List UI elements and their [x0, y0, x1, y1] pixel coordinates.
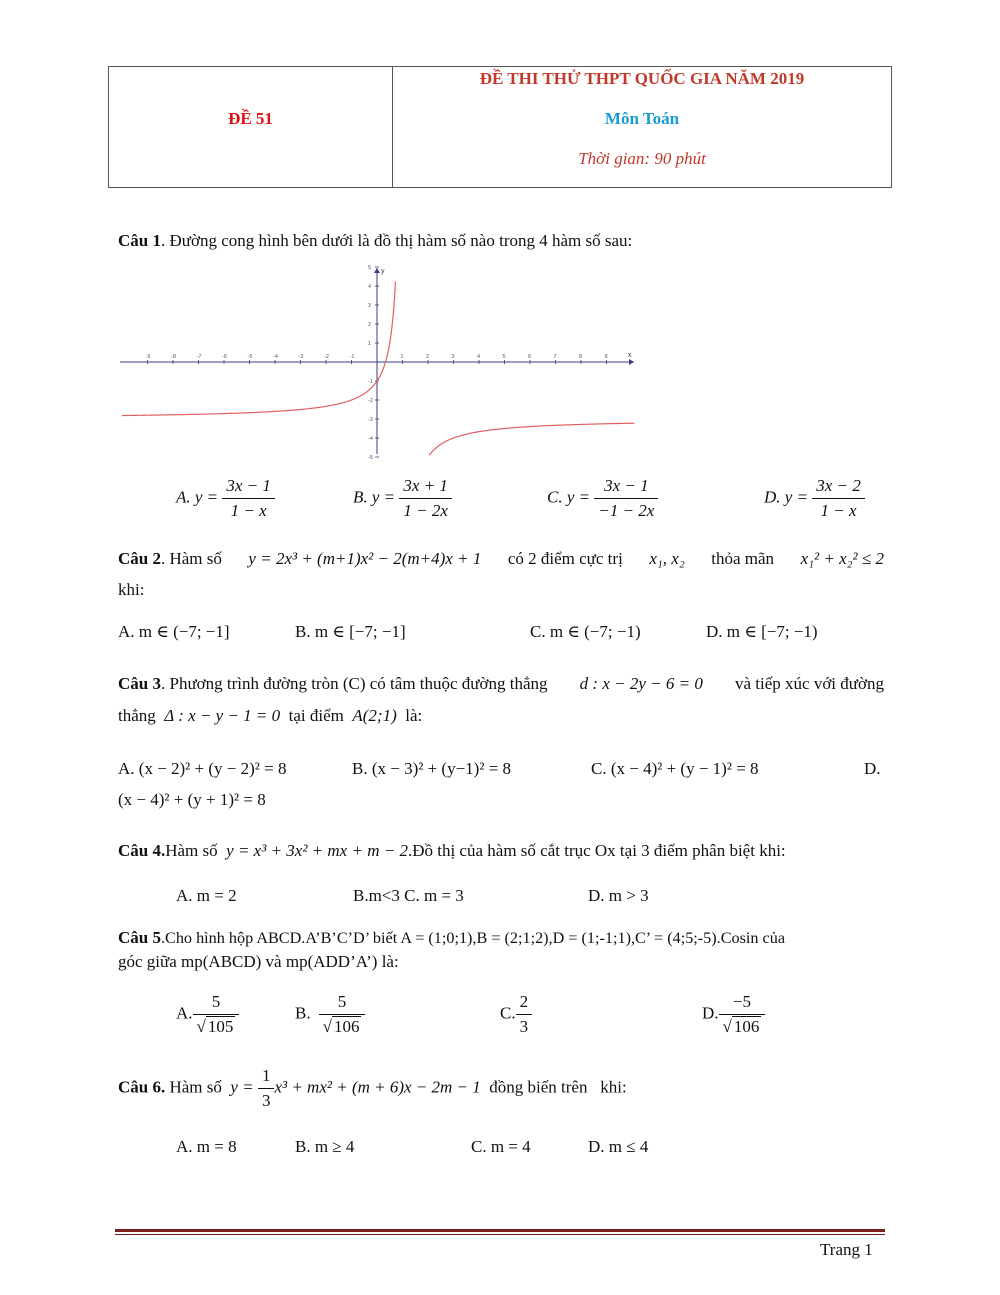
q5-option-d-den: 106 — [733, 1017, 760, 1036]
q1-option-a-num: 3x − 1 — [222, 476, 275, 499]
q5-option-a-prefix: A. — [176, 1003, 193, 1023]
question-6-frac-num: 1 — [258, 1066, 275, 1089]
q5-option-d-prefix: D. — [702, 1003, 719, 1023]
x-tick-label: 6 — [528, 354, 532, 360]
y-axis-label: y — [381, 268, 385, 275]
q1-option-d-den: 1 − x — [820, 501, 857, 520]
question-5-text-1: .Cho hình hộp ABCD.A’B’C’D’ biết A = (1;0;1),B = (2;1;2),D = (1;-1;1),C’ = (4;5;-5).Cosin của — [160, 929, 786, 947]
exam-title: ĐỀ THI THỬ THPT QUỐC GIA NĂM 2019 — [479, 69, 805, 88]
x-tick-label: -6 — [222, 354, 227, 360]
q5-option-b-den: 106 — [333, 1017, 360, 1036]
q3-option-d[interactable]: D. — [864, 759, 881, 778]
question-3-line-delta: Δ : x − y − 1 = 0 — [164, 706, 281, 725]
x-tick-label: -2 — [324, 354, 329, 360]
exam-time: Thời gian: 90 phút — [578, 149, 706, 168]
q5-option-b-num: 5 — [319, 992, 366, 1015]
q5-option-d[interactable]: D. $\frac{-5}{√ 106}$ — [702, 992, 765, 1037]
q3-option-b[interactable]: B. (x − 3)² + (y−1)² = 8 — [352, 759, 512, 778]
x-axis-label: x — [628, 352, 632, 359]
q5-option-c[interactable] — [500, 992, 532, 1037]
q5-option-d-num: −5 — [719, 992, 766, 1015]
q5-option-a-num: 5 — [193, 992, 240, 1015]
q3-option-d-value[interactable]: (x − 4)² + (y + 1)² = 8 — [118, 790, 266, 809]
q1-option-a-prefix: A. y = — [176, 487, 219, 507]
q6-option-d[interactable]: D. m ≤ 4 — [588, 1137, 649, 1156]
footer-rule-thin — [115, 1234, 885, 1235]
q6-option-b[interactable]: B. m ≥ 4 — [295, 1137, 355, 1156]
question-6-text-3: khi: — [600, 1077, 627, 1097]
q1-option-a[interactable] — [176, 476, 275, 521]
q5-option-c-prefix: C. — [500, 1003, 516, 1023]
x-tick-label: 3 — [451, 354, 455, 360]
question-2-formula: y = 2x³ + (m+1)x² − 2(m+4)x + 1 — [248, 549, 482, 568]
y-tick-label: -2 — [368, 398, 373, 404]
q6-option-a[interactable]: A. m = 8 — [176, 1137, 237, 1156]
question-3-text-3: thẳng — [118, 706, 156, 725]
q1-option-b[interactable] — [353, 476, 452, 521]
curve-left-branch — [122, 281, 395, 415]
question-3-line-d: d : x − 2y − 6 = 0 — [579, 674, 703, 693]
question-1-label: Câu 1 — [118, 231, 161, 250]
y-tick-label: -4 — [368, 436, 373, 442]
x-tick-label: 8 — [579, 354, 583, 360]
q1-option-c[interactable] — [547, 476, 658, 521]
y-axis-arrow — [374, 268, 380, 273]
question-2-text-1: . Hàm số — [160, 549, 222, 568]
x-tick-label: -1 — [349, 354, 355, 360]
y-tick-label: 2 — [368, 322, 372, 328]
q5-option-b-prefix: B. — [295, 1003, 311, 1023]
y-tick-label: -3 — [368, 417, 373, 423]
curve-right-branch — [429, 423, 634, 455]
exam-number: ĐỀ 51 — [228, 109, 273, 128]
q1-option-a-den: 1 − x — [230, 501, 267, 520]
q5-option-c-den: 3 — [519, 1017, 529, 1036]
question-4 — [118, 841, 786, 861]
y-tick-label: -1 — [368, 379, 373, 385]
q2-option-a[interactable]: A. m ∈ (−7; −1] — [118, 622, 230, 641]
question-4-text-2: .Đồ thị của hàm số cắt trục Ox tại 3 điểm phân biệt khi: — [407, 841, 786, 860]
question-6-formula-prefix: y = — [230, 1077, 254, 1097]
question-3-text-2: và tiếp xúc với đường — [734, 674, 884, 693]
question-2 — [118, 549, 884, 569]
q5-option-a-den: 105 — [207, 1017, 234, 1036]
x-tick-label: -4 — [273, 354, 278, 360]
q1-option-c-num: 3x − 1 — [594, 476, 658, 499]
question-3-label: Câu 3 — [118, 674, 161, 693]
q1-option-b-den: 1 − 2x — [403, 501, 448, 520]
q5-option-a[interactable]: A. $\frac{5}{√ 105}$ — [176, 992, 239, 1037]
question-6-frac-den: 3 — [261, 1091, 271, 1110]
q2-option-b[interactable]: B. m ∈ [−7; −1] — [295, 622, 406, 641]
q1-option-c-prefix: C. y = — [547, 487, 591, 507]
q1-option-c-den: −1 − 2x — [598, 501, 655, 520]
q1-option-b-prefix: B. y = — [353, 487, 396, 507]
y-tick-label: 1 — [368, 341, 372, 347]
question-1 — [118, 231, 632, 251]
question-4-label: Câu 4. — [118, 841, 166, 860]
q1-option-d[interactable] — [764, 476, 865, 521]
q2-option-d[interactable]: D. m ∈ [−7; −1) — [706, 622, 818, 641]
x-tick-label: 5 — [502, 354, 506, 360]
x-tick-label: -3 — [298, 354, 304, 360]
x-tick-label: 1 — [400, 354, 404, 360]
question-3-line-2 — [118, 706, 422, 726]
question-5-label: Câu 5 — [118, 928, 161, 947]
question-2-roots: x₁, x₂ — [649, 549, 685, 568]
question-2-text-3: thỏa mãn — [711, 549, 775, 568]
question-2-label: Câu 2 — [118, 549, 161, 568]
x-tick-label: 7 — [553, 354, 557, 360]
question-3-text-4: tại điểm — [288, 706, 344, 725]
y-tick-label: 5 — [368, 265, 372, 271]
q1-option-b-num: 3x + 1 — [399, 476, 452, 499]
x-tick-label: -7 — [196, 354, 202, 360]
x-tick-label: 4 — [477, 354, 481, 360]
q5-option-b[interactable]: B. $\frac{5}{√ 106}$ — [295, 992, 365, 1037]
graph-axes — [120, 268, 634, 454]
question-3-point: A(2;1) — [352, 706, 397, 725]
question-6-label: Câu 6. — [118, 1077, 166, 1097]
question-3-text-5: là: — [405, 706, 423, 725]
q1-option-d-num: 3x − 2 — [812, 476, 865, 499]
question-6-formula-rest: x³ + mx² + (m + 6)x − 2m − 1 — [274, 1077, 481, 1097]
footer-rule — [115, 1229, 885, 1232]
q3-option-c[interactable]: C. (x − 4)² + (y − 1)² = 8 — [591, 759, 759, 778]
question-2-condition: x₁² + x₂² ≤ 2 — [800, 549, 884, 568]
question-6-text-2: đồng biến trên — [489, 1077, 588, 1097]
x-tick-label: 2 — [426, 354, 430, 360]
x-axis-arrow — [629, 359, 634, 365]
q6-option-c[interactable]: C. m = 4 — [471, 1137, 531, 1156]
question-3 — [118, 674, 884, 694]
q2-option-c[interactable]: C. m ∈ (−7; −1) — [530, 622, 641, 641]
question-5 — [118, 928, 884, 948]
function-graph — [118, 262, 638, 462]
y-tick-label: 3 — [368, 303, 372, 309]
question-2-tail: khi: — [118, 580, 145, 599]
y-tick-label: -5 — [368, 455, 373, 461]
x-tick-label: -9 — [145, 354, 151, 360]
header-table — [108, 66, 892, 188]
x-tick-label: -5 — [247, 354, 253, 360]
question-5-text-2: góc giữa mp(ABCD) và mp(ADD’A’) là: — [118, 952, 399, 971]
q5-option-c-num: 2 — [516, 992, 533, 1015]
y-tick-label: 4 — [368, 284, 372, 290]
q1-option-d-prefix: D. y = — [764, 487, 809, 507]
q3-option-a[interactable]: A. (x − 2)² + (y − 2)² = 8 — [118, 759, 287, 778]
question-6 — [118, 1066, 627, 1111]
graph-curves — [122, 281, 635, 455]
question-1-text: . Đường cong hình bên dưới là đồ thị hàm số nào trong 4 hàm số sau: — [160, 231, 633, 250]
page-number: Trang 1 — [820, 1240, 873, 1259]
q4-option-bc[interactable]: B.m<3 C. m = 3 — [353, 886, 464, 905]
question-4-text-1: Hàm số — [165, 841, 218, 860]
x-tick-label: -8 — [171, 354, 176, 360]
question-2-text-2: có 2 điểm cực trị — [507, 549, 623, 568]
question-4-formula: y = x³ + 3x² + mx + m − 2 — [226, 841, 408, 860]
question-3-text-1: . Phương trình đường tròn (C) có tâm thuộc đường thẳng — [160, 674, 548, 693]
q4-option-d[interactable]: D. m > 3 — [588, 886, 649, 905]
q4-option-a[interactable]: A. m = 2 — [176, 886, 237, 905]
question-6-text-1: Hàm số — [169, 1077, 222, 1097]
x-tick-label: 9 — [604, 354, 608, 360]
exam-subject: Môn Toán — [604, 109, 680, 128]
